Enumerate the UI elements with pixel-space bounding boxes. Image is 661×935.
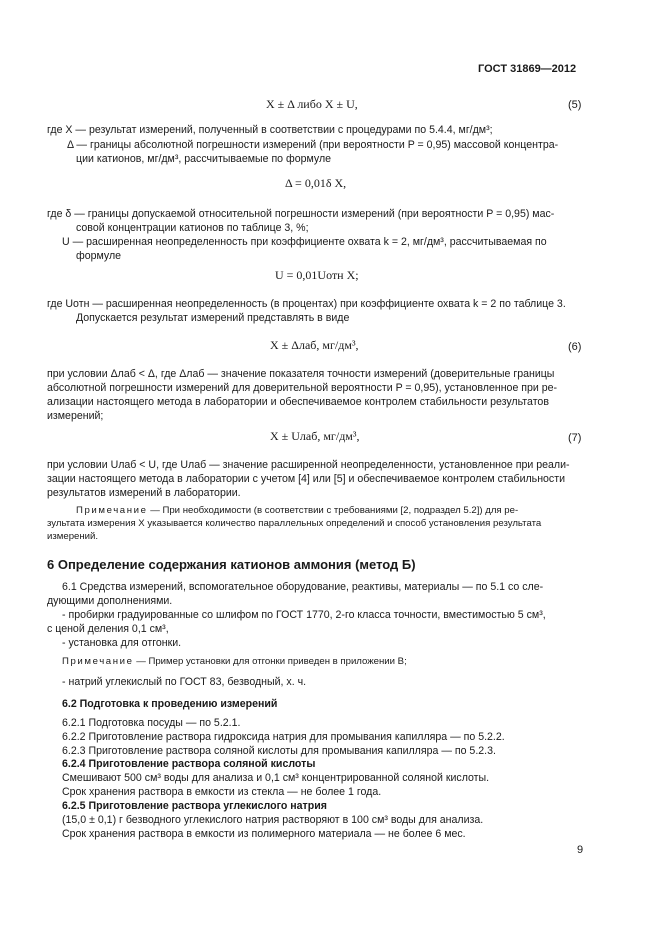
p61-line-3: - пробирки градуированные со шлифом по ГОСТ 1770, 2-го класса точности, вместимостью 5 см³, <box>62 609 546 621</box>
condition-6-line-3: ализации настоящего метода в лаборатории и обеспечиваемое контролем стабильности результатов <box>47 396 549 408</box>
formula-delta: Δ = 0,01δ X, <box>285 176 347 190</box>
condition-6-line-4: измерений; <box>47 410 104 422</box>
note-1-line-1 <box>76 505 518 518</box>
p61-line-4: с ценой деления 0,1 см³, <box>47 623 169 635</box>
formula-6-number: (6) <box>568 341 582 353</box>
formula-5 <box>266 97 358 111</box>
item-6-2-1: 6.2.1 Подготовка посуды — по 5.2.1. <box>62 717 241 729</box>
item-6-2-4-line-1: Смешивают 500 см³ воды для анализа и 0,1 см³ концентрированной соляной кислоты. <box>62 772 490 784</box>
item-6-2-2: 6.2.2 Приготовление раствора гидроксида натрия для промывания капилляра — по 5.2.2. <box>62 731 505 743</box>
document-code: ГОСТ 31869—2012 <box>478 63 577 75</box>
representation-intro: Допускается результат измерений представлять в виде <box>76 312 350 324</box>
note-1-line-3: измерений. <box>47 531 99 542</box>
item-6-2-5-title: 6.2.5 Приготовление раствора углекислого натрия <box>62 800 327 812</box>
formula-5-number: (5) <box>568 99 582 111</box>
note-2-text: — Пример установки для отгонки приведен в приложении В; <box>133 656 407 667</box>
p61-sodium-carbonate: - натрий углекислый по ГОСТ 83, безводный, х. ч. <box>62 676 307 688</box>
condition-6-line-1: при условии Δлаб < Δ, где Δлаб — значение показателя точности измерений (доверительные границы <box>47 368 555 380</box>
formula-5-left: X ± Δ <box>266 97 295 111</box>
definition-u-cont: формуле <box>76 250 122 262</box>
formula-6: X ± Δлаб, мг/дм³, <box>270 338 359 352</box>
note-1-label: Примечание <box>76 505 148 516</box>
note-1-text: — При необходимости (в соответствии с требованиями [2, подраздел 5.2]) для ре- <box>147 505 519 516</box>
definition-small-delta-cont: совой концентрации катионов по таблице 3, %; <box>76 222 309 234</box>
condition-7-line-1: при условии Uлаб < U, где Uлаб — значение расширенной неопределенности, установленное при реали- <box>47 459 570 471</box>
p61-line-2: дующими дополнениями. <box>47 595 173 607</box>
formula-5-mid: либо <box>294 97 325 111</box>
item-6-2-4-line-2: Срок хранения раствора в емкости из стекла — не более 1 года. <box>62 786 382 798</box>
page-number: 9 <box>577 844 584 856</box>
item-6-2-3: 6.2.3 Приготовление раствора соляной кислоты для промывания капилляра — по 5.2.3. <box>62 745 496 757</box>
condition-7-line-2: зации настоящего метода в лаборатории с учетом [4] или [5] и обеспечиваемое контролем стабильности <box>47 473 566 485</box>
note-2-label: Примечание <box>62 656 134 667</box>
formula-5-right: X ± U <box>324 97 355 111</box>
definition-u-otn: где Uотн — расширенная неопределенность (в процентах) при коэффициенте охвата k = 2 по таблице 3. <box>47 298 566 310</box>
note-2 <box>62 656 407 669</box>
p61-line-5: - установка для отгонки. <box>62 637 182 649</box>
definition-small-delta: где δ — границы допускаемой относительной погрешности измерений (при вероятности P = 0,95) мас- <box>47 208 555 220</box>
item-6-2-5-line-1: (15,0 ± 0,1) г безводного углекислого натрия растворяют в 100 см³ воды для анализа. <box>62 814 484 826</box>
item-6-2-5-line-2: Срок хранения раствора в емкости из полимерного материала — не более 6 мес. <box>62 828 466 840</box>
item-6-2-4-title: 6.2.4 Приготовление раствора соляной кислоты <box>62 758 316 770</box>
p61-line-1: 6.1 Средства измерений, вспомогательное оборудование, реактивы, материалы — по 5.1 со сле- <box>62 581 544 593</box>
formula-5-tail: , <box>354 97 358 111</box>
definition-x: где X — результат измерений, полученный в соответствии с процедурами по 5.4.4, мг/дм³; <box>47 124 493 136</box>
formula-7: X ± Uлаб, мг/дм³, <box>270 429 360 443</box>
note-1-line-2: зультата измерения X указывается количество параллельных определений и способ установления результата <box>47 518 542 529</box>
formula-u: U = 0,01Uотн X; <box>275 268 359 282</box>
condition-6-line-2: абсолютной погрешности измерений для доверительной вероятности P = 0,95), установленное при ре- <box>47 382 558 394</box>
definition-delta: Δ — границы абсолютной погрешности измерений (при вероятности P = 0,95) массовой концентра- <box>67 139 559 151</box>
condition-7-line-3: результатов измерений в лаборатории. <box>47 487 241 499</box>
section-6-title: 6 Определение содержания катионов аммония (метод Б) <box>47 557 416 572</box>
formula-7-number: (7) <box>568 432 582 444</box>
definition-u: U — расширенная неопределенность при коэффициенте охвата k = 2, мг/дм³, рассчитываемая по <box>62 236 547 248</box>
section-6-2-title: 6.2 Подготовка к проведению измерений <box>62 698 278 710</box>
definition-delta-cont: ции катионов, мг/дм³, рассчитываемые по формуле <box>76 153 332 165</box>
